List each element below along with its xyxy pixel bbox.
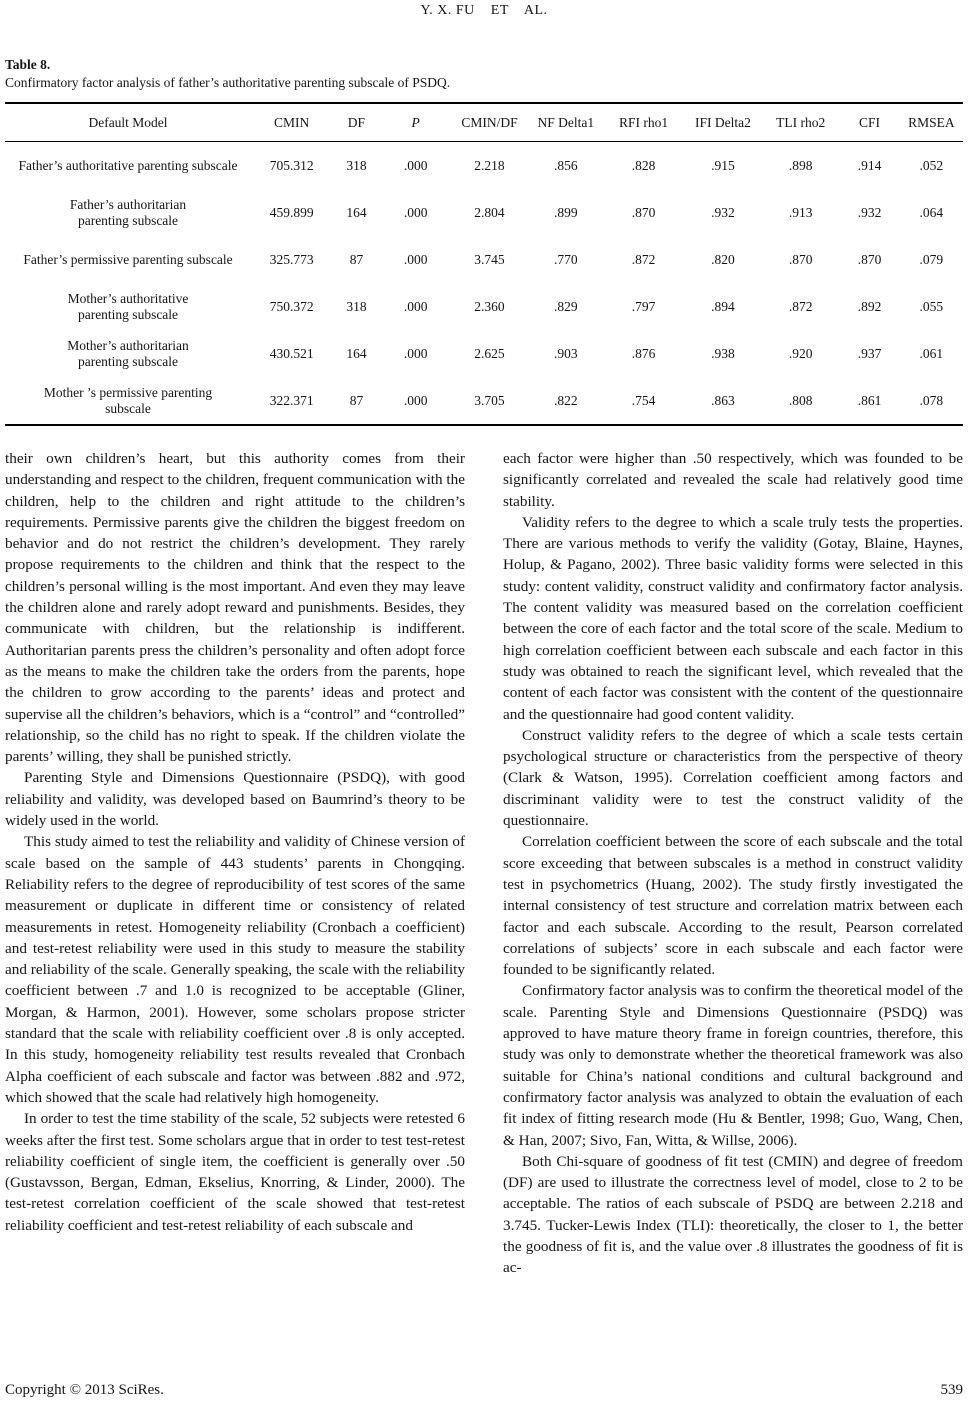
value-cell: .000 (403, 251, 428, 267)
value-cell: 322.371 (269, 392, 314, 408)
value-cell: .055 (919, 298, 944, 314)
column-header-cmin: CMIN (251, 103, 332, 142)
cfa-table (5, 102, 963, 426)
table-row (5, 236, 963, 283)
value-cell: .820 (711, 251, 735, 267)
value-cell: .870 (857, 251, 882, 267)
value-cell: .754 (631, 392, 656, 408)
column-header-df: DF (332, 103, 380, 142)
value-cell: 3.705 (474, 392, 505, 408)
table-row (5, 142, 963, 190)
column-header-p: P (381, 103, 451, 142)
value-cell: .078 (919, 392, 944, 408)
value-cell: .000 (403, 157, 428, 173)
table-8-block (5, 56, 963, 426)
value-cell: .932 (711, 204, 735, 220)
value-cell: .770 (553, 251, 578, 267)
column-header-tli-rho2: TLI rho2 (762, 103, 839, 142)
value-cell: 2.625 (474, 345, 505, 361)
body-right-column (503, 448, 963, 1279)
value-cell: .079 (919, 251, 944, 267)
value-cell: 2.360 (474, 298, 505, 314)
value-cell: .861 (857, 392, 882, 408)
value-cell: 164 (346, 204, 367, 220)
running-head: Y. X. FU ET AL. (420, 3, 548, 18)
value-cell: 459.899 (269, 204, 314, 220)
value-cell: .932 (857, 204, 882, 220)
paragraph: their own children’s heart, but this authority comes from their understanding and respect to the children, frequent communication with the children, help to the children and right attitude to the children’s requirements. Permissive parents give the children the biggest freedom on behavior and do not restrict the children’s development. They rarely propose requirements to the children and think that the respect to the children’s personal willing is the most important. And even they may leave the children alone and rarely adopt reward and punishments. Besides, they communicate with children, but the relationship is indifferent. Authoritarian parents press the children’s personality and often adopt force as the means to make the children take the orders from the parents, hope the children to grow according to the parents’ ideas and protect and supervise all the children’s behaviors, which is a “control” and “controlled” relationship, so the child has no right to speak. If the children violate the parents’ willing, they shall be punished strictly. (5, 450, 465, 766)
value-cell: .870 (788, 251, 813, 267)
value-cell: 318 (346, 157, 367, 173)
paragraph: Both Chi-square of goodness of fit test (CMIN) and degree of freedom (DF) are used to illustrate the correctness level of model, close to 2 to be acceptable. The ratios of each subscale of PSDQ are between 2.218 and 3.745. Tucker-Lewis Index (TLI): theoretically, the closer to 1, the better the goodness of fit is, and the value over .8 illustrates the goodness of fit is ac- (503, 1152, 963, 1277)
table-label: Table 8. (5, 57, 51, 72)
value-cell: .052 (919, 157, 944, 173)
model-cell: Father’s permissive parenting subscale (23, 251, 233, 267)
value-cell: .000 (403, 345, 428, 361)
value-cell: .898 (788, 157, 813, 173)
value-cell: .808 (788, 392, 813, 408)
value-cell: .894 (711, 298, 735, 314)
paragraph: Parenting Style and Dimensions Questionnaire (PSDQ), with good reliability and validity, was developed based on Baumrind’s theory to be widely used in the world. (5, 769, 465, 830)
value-cell: .822 (553, 392, 578, 408)
value-cell: .903 (553, 345, 578, 361)
value-cell: 3.745 (474, 251, 505, 267)
value-cell: .863 (711, 392, 735, 408)
footer-page-number: 539 (940, 1382, 963, 1398)
value-cell: .899 (553, 204, 578, 220)
value-cell: .920 (788, 345, 813, 361)
value-cell: 164 (346, 345, 367, 361)
value-cell: 430.521 (269, 345, 314, 361)
value-cell: 87 (349, 392, 364, 408)
value-cell: .937 (857, 345, 882, 361)
body-left-column (5, 448, 465, 1279)
value-cell: .064 (919, 204, 944, 220)
column-header-default-model: Default Model (5, 103, 251, 142)
paragraph: Confirmatory factor analysis was to confirm the theoretical model of the scale. Parenting Style and Dimensions Questionnaire (PSDQ) was approved to have mature theory frame in foreign countries, therefore, this study was only to demonstrate whether the theoretical framework was also suitable for China’s national conditions and cultural background and confirmatory factor analysis was analyzed to obtain the evaluation of each fit index of fitting research mode (Hu & Bentler, 1998; Guo, Wang, Chen, & Han, 2007; Sivo, Fan, Witta, & Willse, 2006). (503, 982, 963, 1149)
model-cell: Mother’s authoritative parenting subscale (67, 290, 189, 322)
value-cell: .000 (403, 204, 428, 220)
value-cell: 325.773 (269, 251, 314, 267)
column-header-rmsea: RMSEA (900, 103, 963, 142)
column-header-cfi: CFI (839, 103, 899, 142)
value-cell: 750.372 (269, 298, 314, 314)
column-header-rfi-rho1: RFI rho1 (603, 103, 683, 142)
value-cell: .914 (857, 157, 882, 173)
paragraph: Correlation coefficient between the score of each subscale and the total score exceeding that between subscales is a method in construct validity test in psychometrics (Huang, 2002). The study firstly investigated the internal consistency of test structure and correlation matrix between each factor and each subscale. According to the result, Pearson correlated correlations of subjects’ score in each subscale and each factor were founded to be significantly related. (503, 833, 963, 979)
model-cell: Mother ’s permissive parenting subscale (43, 384, 213, 416)
value-cell: .913 (788, 204, 813, 220)
model-cell: Mother’s authoritarian parenting subscale (67, 337, 189, 369)
value-cell: .870 (631, 204, 656, 220)
value-cell: 318 (346, 298, 367, 314)
value-cell: .829 (553, 298, 578, 314)
value-cell: .892 (857, 298, 882, 314)
value-cell: 705.312 (269, 157, 314, 173)
model-cell: Father’s authoritative parenting subscale (18, 157, 238, 173)
value-cell: .797 (631, 298, 656, 314)
page-footer (5, 1382, 963, 1399)
paragraph: Validity refers to the degree to which a scale truly tests the properties. There are various methods to verify the validity (Gotay, Blaine, Haynes, Holup, & Pagano, 2002). Three basic validity forms were selected in this study: content validity, construct validity and confirmatory factor analysis. The content validity was measured based on the correlation coefficient between the core of each factor and the total score of the scale. Medium to high correlation coefficient between each subscale and each factor in this study was obtained to reach the significant level, which revealed that the content of each factor was consistent with the content of the questionnaire and the questionnaire had good content validity. (503, 513, 963, 723)
table-row (5, 330, 963, 377)
value-cell: .061 (919, 345, 944, 361)
value-cell: .828 (631, 157, 656, 173)
table-caption: Confirmatory factor analysis of father’s authoritative parenting subscale of PSDQ. (5, 75, 451, 90)
table-row (5, 283, 963, 330)
table-header-row (5, 103, 963, 142)
model-cell: Father’s authoritarian parenting subscale (69, 196, 187, 228)
value-cell: .938 (711, 345, 735, 361)
paragraph: Construct validity refers to the degree of which a scale tests certain psychological structure or characteristics from the perspective of theory (Clark & Watson, 1995). Correlation coefficient among factors and discriminant validity were to test the construct validity of the questionnaire. (503, 726, 963, 830)
value-cell: .872 (788, 298, 813, 314)
value-cell: .872 (631, 251, 656, 267)
column-header-nf-delta1: NF Delta1 (528, 103, 603, 142)
value-cell: 2.804 (474, 204, 505, 220)
value-cell: 87 (349, 251, 364, 267)
table-row (5, 189, 963, 236)
paragraph: This study aimed to test the reliability and validity of Chinese version of scale based on the sample of 443 students’ parents in Chongqing. Reliability refers to the degree of reproducibility of test scores of the same measurement or duplicate in different time or consistency of related measurements in retest. Homogeneity reliability (Cronbach a coefficient) and test-retest reliability were used in this study to measure the stability and reliability of the scale. Generally speaking, the scale with the reliability coefficient between .7 and 1.0 is recognized to be acceptable (Gliner, Morgan, & Harmon, 2001). However, some scholars propose stricter standard that the scale with reliability coefficient over .8 is only accepted. In this study, homogeneity reliability test results revealed that Cronbach Alpha coefficient of each subscale and factor was between .882 and .972, which showed that the scale had relatively high homogeneity. (5, 833, 465, 1106)
value-cell: .915 (711, 157, 735, 173)
body-text (5, 448, 963, 1279)
value-cell: .000 (403, 392, 428, 408)
value-cell: 2.218 (474, 157, 505, 173)
column-header-cmin-df: CMIN/DF (451, 103, 528, 142)
footer-copyright: Copyright © 2013 SciRes. (5, 1382, 164, 1398)
table-row (5, 377, 963, 425)
paragraph: each factor were higher than .50 respectively, which was founded to be significantly correlated and revealed the scale had relatively good time stability. (503, 450, 963, 510)
paragraph: In order to test the time stability of the scale, 52 subjects were retested 6 weeks after the first test. Some scholars argue that in order to test test-retest reliability coefficient of single item, the coefficient is generally over .50 (Gustavsson, Bergan, Edman, Ekselius, Knorring, & Linder, 2000). The test-retest correlation coefficient of the scale showed that test-retest reliability coefficient and test-retest reliability of each subscale and (5, 1110, 465, 1234)
column-header-ifi-delta2: IFI Delta2 (684, 103, 762, 142)
value-cell: .876 (631, 345, 656, 361)
value-cell: .856 (553, 157, 578, 173)
value-cell: .000 (403, 298, 428, 314)
